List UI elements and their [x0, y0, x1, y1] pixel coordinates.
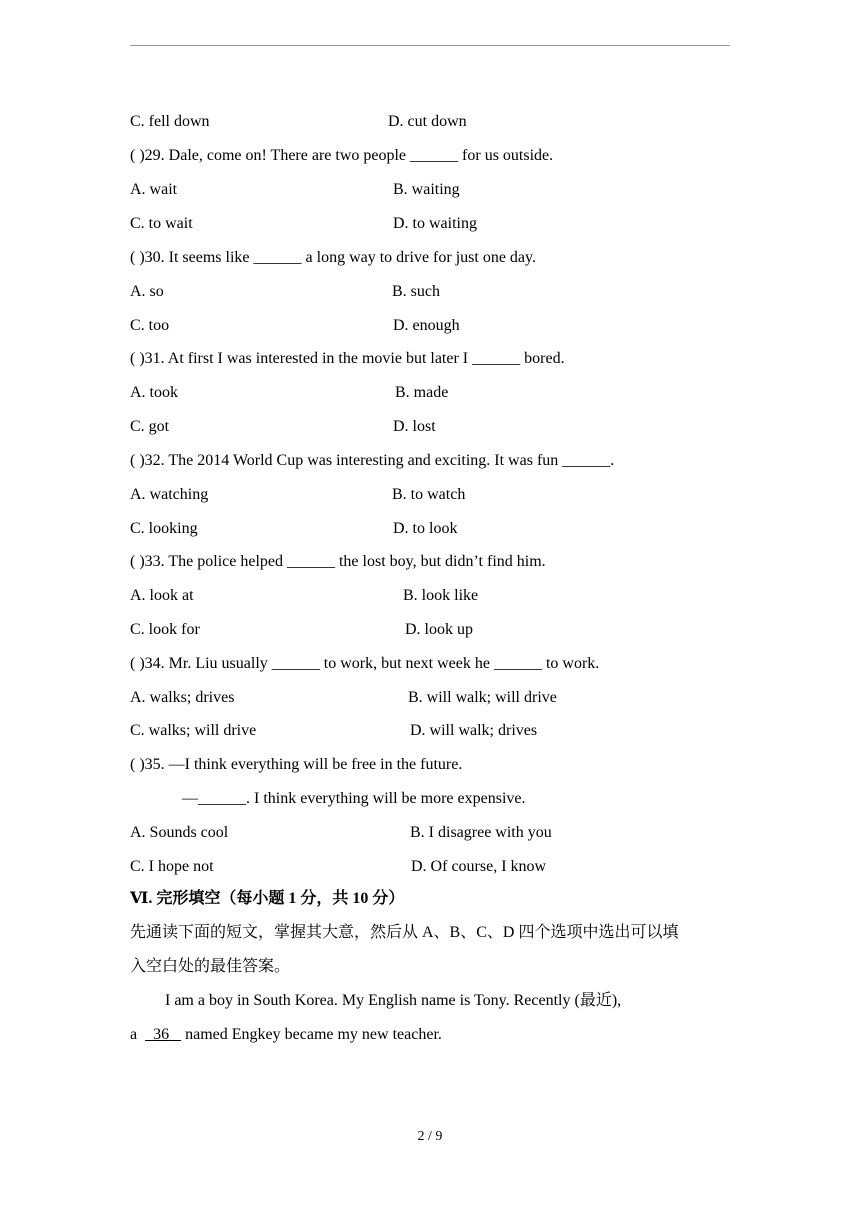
q35-stem-reply: —______. I think everything will be more expensive.	[182, 790, 526, 807]
q28-option-c: C. fell down	[130, 113, 210, 130]
q29-option-b: B. waiting	[393, 181, 460, 198]
blank-36	[145, 1026, 181, 1043]
passage-line-2-post: named Engkey became my new teacher.	[185, 1026, 442, 1043]
q35-option-d: D. Of course, I know	[411, 858, 547, 875]
q34-option-c: C. walks; will drive	[130, 722, 257, 739]
instruction-line-2: 入空白处的最佳答案。	[130, 958, 291, 975]
q30-option-c: C. too	[130, 317, 170, 334]
q31-option-d: D. lost	[393, 418, 436, 435]
q31-stem: ( )31. At first I was interested in the movie but later I ______ bored.	[130, 350, 565, 367]
instruction-line-1: 先通读下面的短文，掌握其大意，然后从 A、B、C、D 四个选项中选出可以填	[130, 924, 679, 941]
q30-option-a: A. so	[130, 283, 164, 300]
page-number: 2 / 9	[417, 1129, 443, 1144]
q33-stem: ( )33. The police helped ______ the lost boy, but didn’t find him.	[130, 553, 546, 570]
q29-option-a: A. wait	[130, 181, 178, 198]
header-rule	[130, 45, 730, 46]
q30-option-d: D. enough	[393, 317, 460, 334]
q29-stem: ( )29. Dale, come on! There are two people ______ for us outside.	[130, 147, 554, 164]
q32-option-a: A. watching	[130, 486, 209, 503]
q34-stem: ( )34. Mr. Liu usually ______ to work, but next week he ______ to work.	[130, 655, 600, 672]
section-heading: Ⅵ. 完形填空（每小题 1 分，共 10 分）	[130, 890, 405, 907]
q35-option-b: B. I disagree with you	[410, 824, 552, 841]
passage-line-1: I am a boy in South Korea. My English name is Tony. Recently (最近),	[165, 992, 622, 1009]
q29-option-d: D. to waiting	[393, 215, 477, 232]
q34-option-b: B. will walk; will drive	[408, 689, 557, 706]
q31-option-b: B. made	[395, 384, 449, 401]
q32-stem: ( )32. The 2014 World Cup was interesting and exciting. It was fun ______.	[130, 452, 615, 469]
q29-option-c: C. to wait	[130, 215, 193, 232]
q32-option-b: B. to watch	[392, 486, 466, 503]
q30-stem: ( )30. It seems like ______ a long way to drive for just one day.	[130, 249, 536, 266]
q34-option-d: D. will walk; drives	[410, 722, 538, 739]
q33-option-a: A. look at	[130, 587, 194, 604]
q33-option-d: D. look up	[405, 621, 473, 638]
q35-option-c: C. I hope not	[130, 858, 214, 875]
passage-line-2-pre: a	[130, 1026, 138, 1043]
blank-36-number: 36	[153, 1026, 170, 1043]
q32-option-c: C. looking	[130, 520, 198, 537]
q34-option-a: A. walks; drives	[130, 689, 235, 706]
q30-option-b: B. such	[392, 283, 440, 300]
q31-option-a: A. took	[130, 384, 178, 401]
q33-option-c: C. look for	[130, 621, 200, 638]
q33-option-b: B. look like	[403, 587, 479, 604]
q35-option-a: A. Sounds cool	[130, 824, 229, 841]
q32-option-d: D. to look	[393, 520, 458, 537]
passage-line-2	[130, 1025, 442, 1045]
q31-option-c: C. got	[130, 418, 170, 435]
q28-option-d: D. cut down	[388, 113, 467, 130]
q35-stem: ( )35. —I think everything will be free in the future.	[130, 756, 463, 773]
